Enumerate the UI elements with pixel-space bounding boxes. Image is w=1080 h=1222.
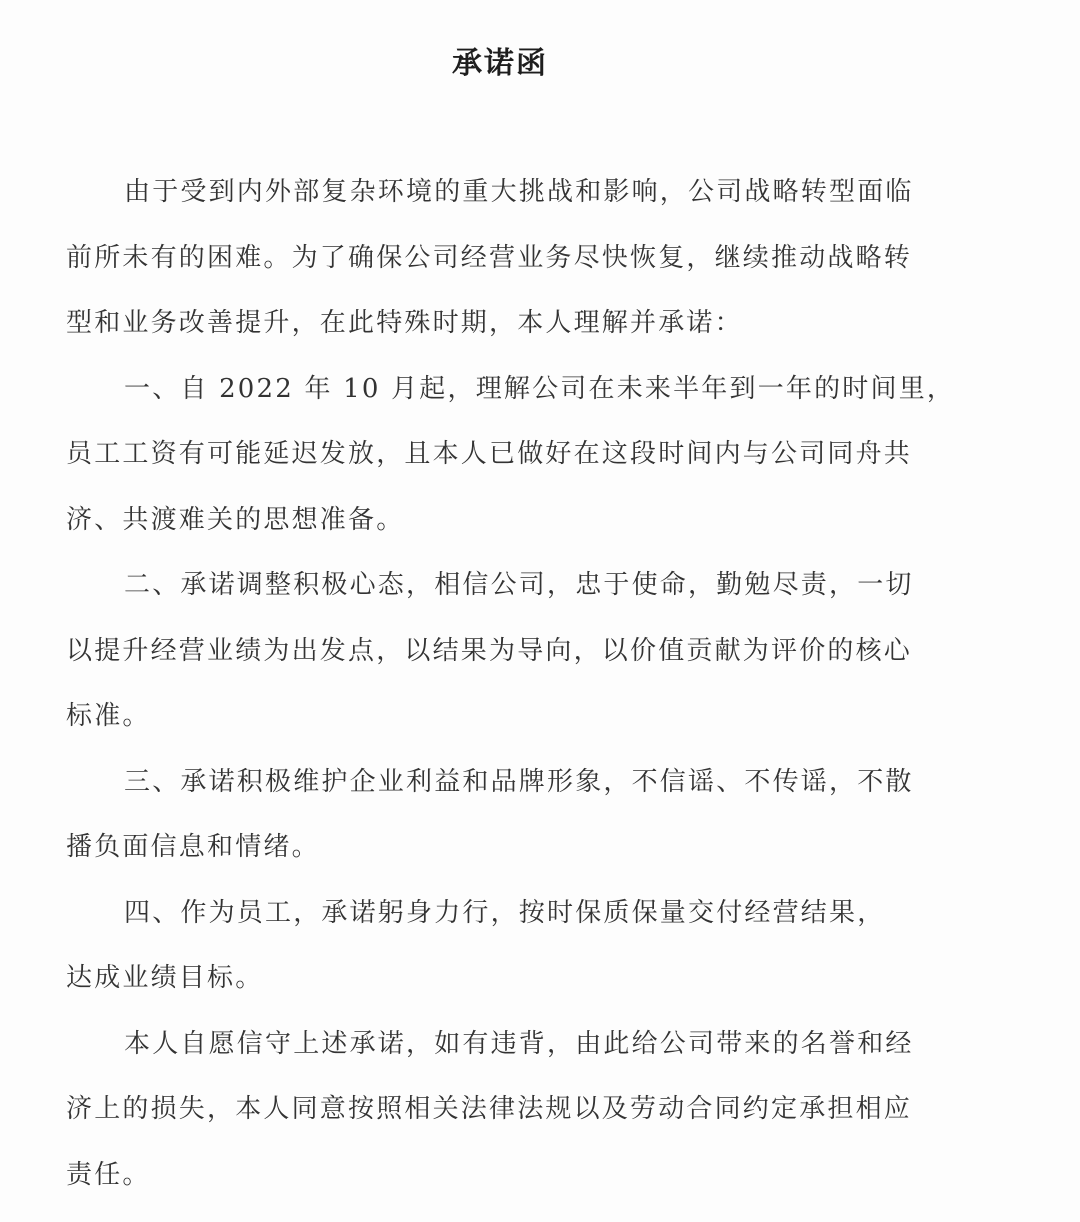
- document-body: [66, 166, 956, 1214]
- paragraph-line: 员工工资有可能延迟发放，且本人已做好在这段时间内与公司同舟共: [66, 439, 913, 469]
- paragraph-line: 责任。: [66, 1159, 151, 1190]
- paragraph-line: 四、作为员工，承诺躬身力行，按时保质保量交付经营结果，: [124, 897, 886, 928]
- paragraph-line: 型和业务改善提升，在此特殊时期，本人理解并承诺：: [66, 308, 743, 338]
- paragraph-line: 济上的损失，本人同意按照相关法律法规以及劳动合同约定承担相应: [66, 1094, 913, 1124]
- paragraph-line: 标准。: [66, 701, 151, 731]
- paragraph-line: 以提升经营业绩为出发点，以结果为导向，以价值贡献为评价的核心: [66, 635, 913, 666]
- paragraph-line: 本人自愿信守上述承诺，如有违背，由此给公司带来的名誉和经: [124, 1028, 914, 1059]
- document-title: 承诺函: [452, 46, 548, 81]
- paragraph-line: 一、自 2022 年 10 月起，理解公司在未来半年到一年的时间里，: [124, 373, 956, 404]
- paragraph-line: 济、共渡难关的思想准备。: [66, 504, 405, 535]
- paragraph-line: 前所未有的困难。为了确保公司经营业务尽快恢复，继续推动战略转: [66, 242, 913, 273]
- paragraph-line: 二、承诺调整积极心态，相信公司，忠于使命，勤勉尽责，一切: [124, 570, 914, 600]
- paragraph-line: 播负面信息和情绪。: [66, 832, 320, 862]
- paragraph-line: 由于受到内外部复杂环境的重大挑战和影响，公司战略转型面临: [124, 177, 914, 207]
- paragraph-line: 三、承诺积极维护企业利益和品牌形象，不信谣、不传谣，不散: [124, 766, 914, 797]
- paragraph-line: 达成业绩目标。: [66, 963, 264, 993]
